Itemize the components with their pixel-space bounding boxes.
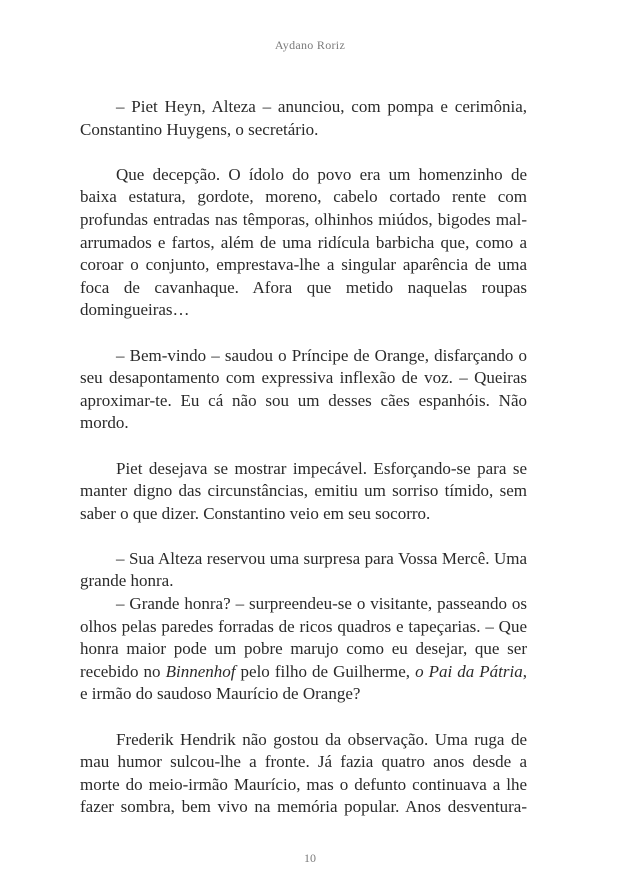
italic-binnenhof: Binnenhof	[165, 661, 236, 681]
paragraph-6-part-2: pelo filho de Guilherme,	[235, 661, 416, 681]
body-text	[80, 96, 527, 819]
paragraph-7: Frederik Hendrik não gostou da observação. Uma ruga de mau humor sulcou-lhe a fronte. Já fazia quatro anos desde a morte do meio-irmão Maurício, mas o defunto continuava a lhe fazer sombra, bem vivo na memória popular. Anos desventura-	[80, 729, 527, 817]
paragraph-6	[80, 593, 527, 706]
paragraph-6-part-1: – Grande honra? – surpreendeu-se o visitante, passeando os olhos pelas paredes forradas de ricos quadros e tapeçarias. – Que honra maior pode um pobre marujo como eu desejar, que ser recebido no	[80, 594, 527, 681]
running-header: Aydano Roriz	[274, 38, 346, 52]
paragraph-2: Que decepção. O ídolo do povo era um homenzinho de baixa estatura, gordote, moreno, cabelo cortado rente com profundas entradas nas têmporas, olhinhos miúdos, bigodes mal-arrumados e fartos, além de uma ridícula barbicha que, como a coroar o conjunto, emprestava-lhe a singular aparência de uma foca de cavanhaque. Afora que metido naquelas roupas domingueiras…	[80, 164, 527, 320]
italic-pai-da-patria: o Pai da Pátria	[415, 661, 523, 681]
page-number: 10	[304, 851, 316, 865]
paragraph-4: Piet desejava se mostrar impecável. Esforçando-se para se manter digno das circunstâncias, emitiu um sorriso tímido, sem saber o que dizer. Constantino veio em seu socorro.	[80, 458, 527, 523]
paragraph-6-part-3: , e irmão do saudoso Maurício de Orange?	[80, 661, 527, 704]
paragraph-1: – Piet Heyn, Alteza – anunciou, com pompa e cerimônia, Constantino Huygens, o secretário.	[80, 97, 527, 139]
paragraph-5: – Sua Alteza reservou uma surpresa para Vossa Mercê. Uma grande honra.	[80, 548, 527, 591]
paragraph-3: – Bem-vindo – saudou o Príncipe de Orange, disfarçando o seu desapontamento com expressiva inflexão de voz. – Queiras aproximar-te. Eu cá não sou um desses cães espanhóis. Não mordo.	[80, 345, 527, 433]
